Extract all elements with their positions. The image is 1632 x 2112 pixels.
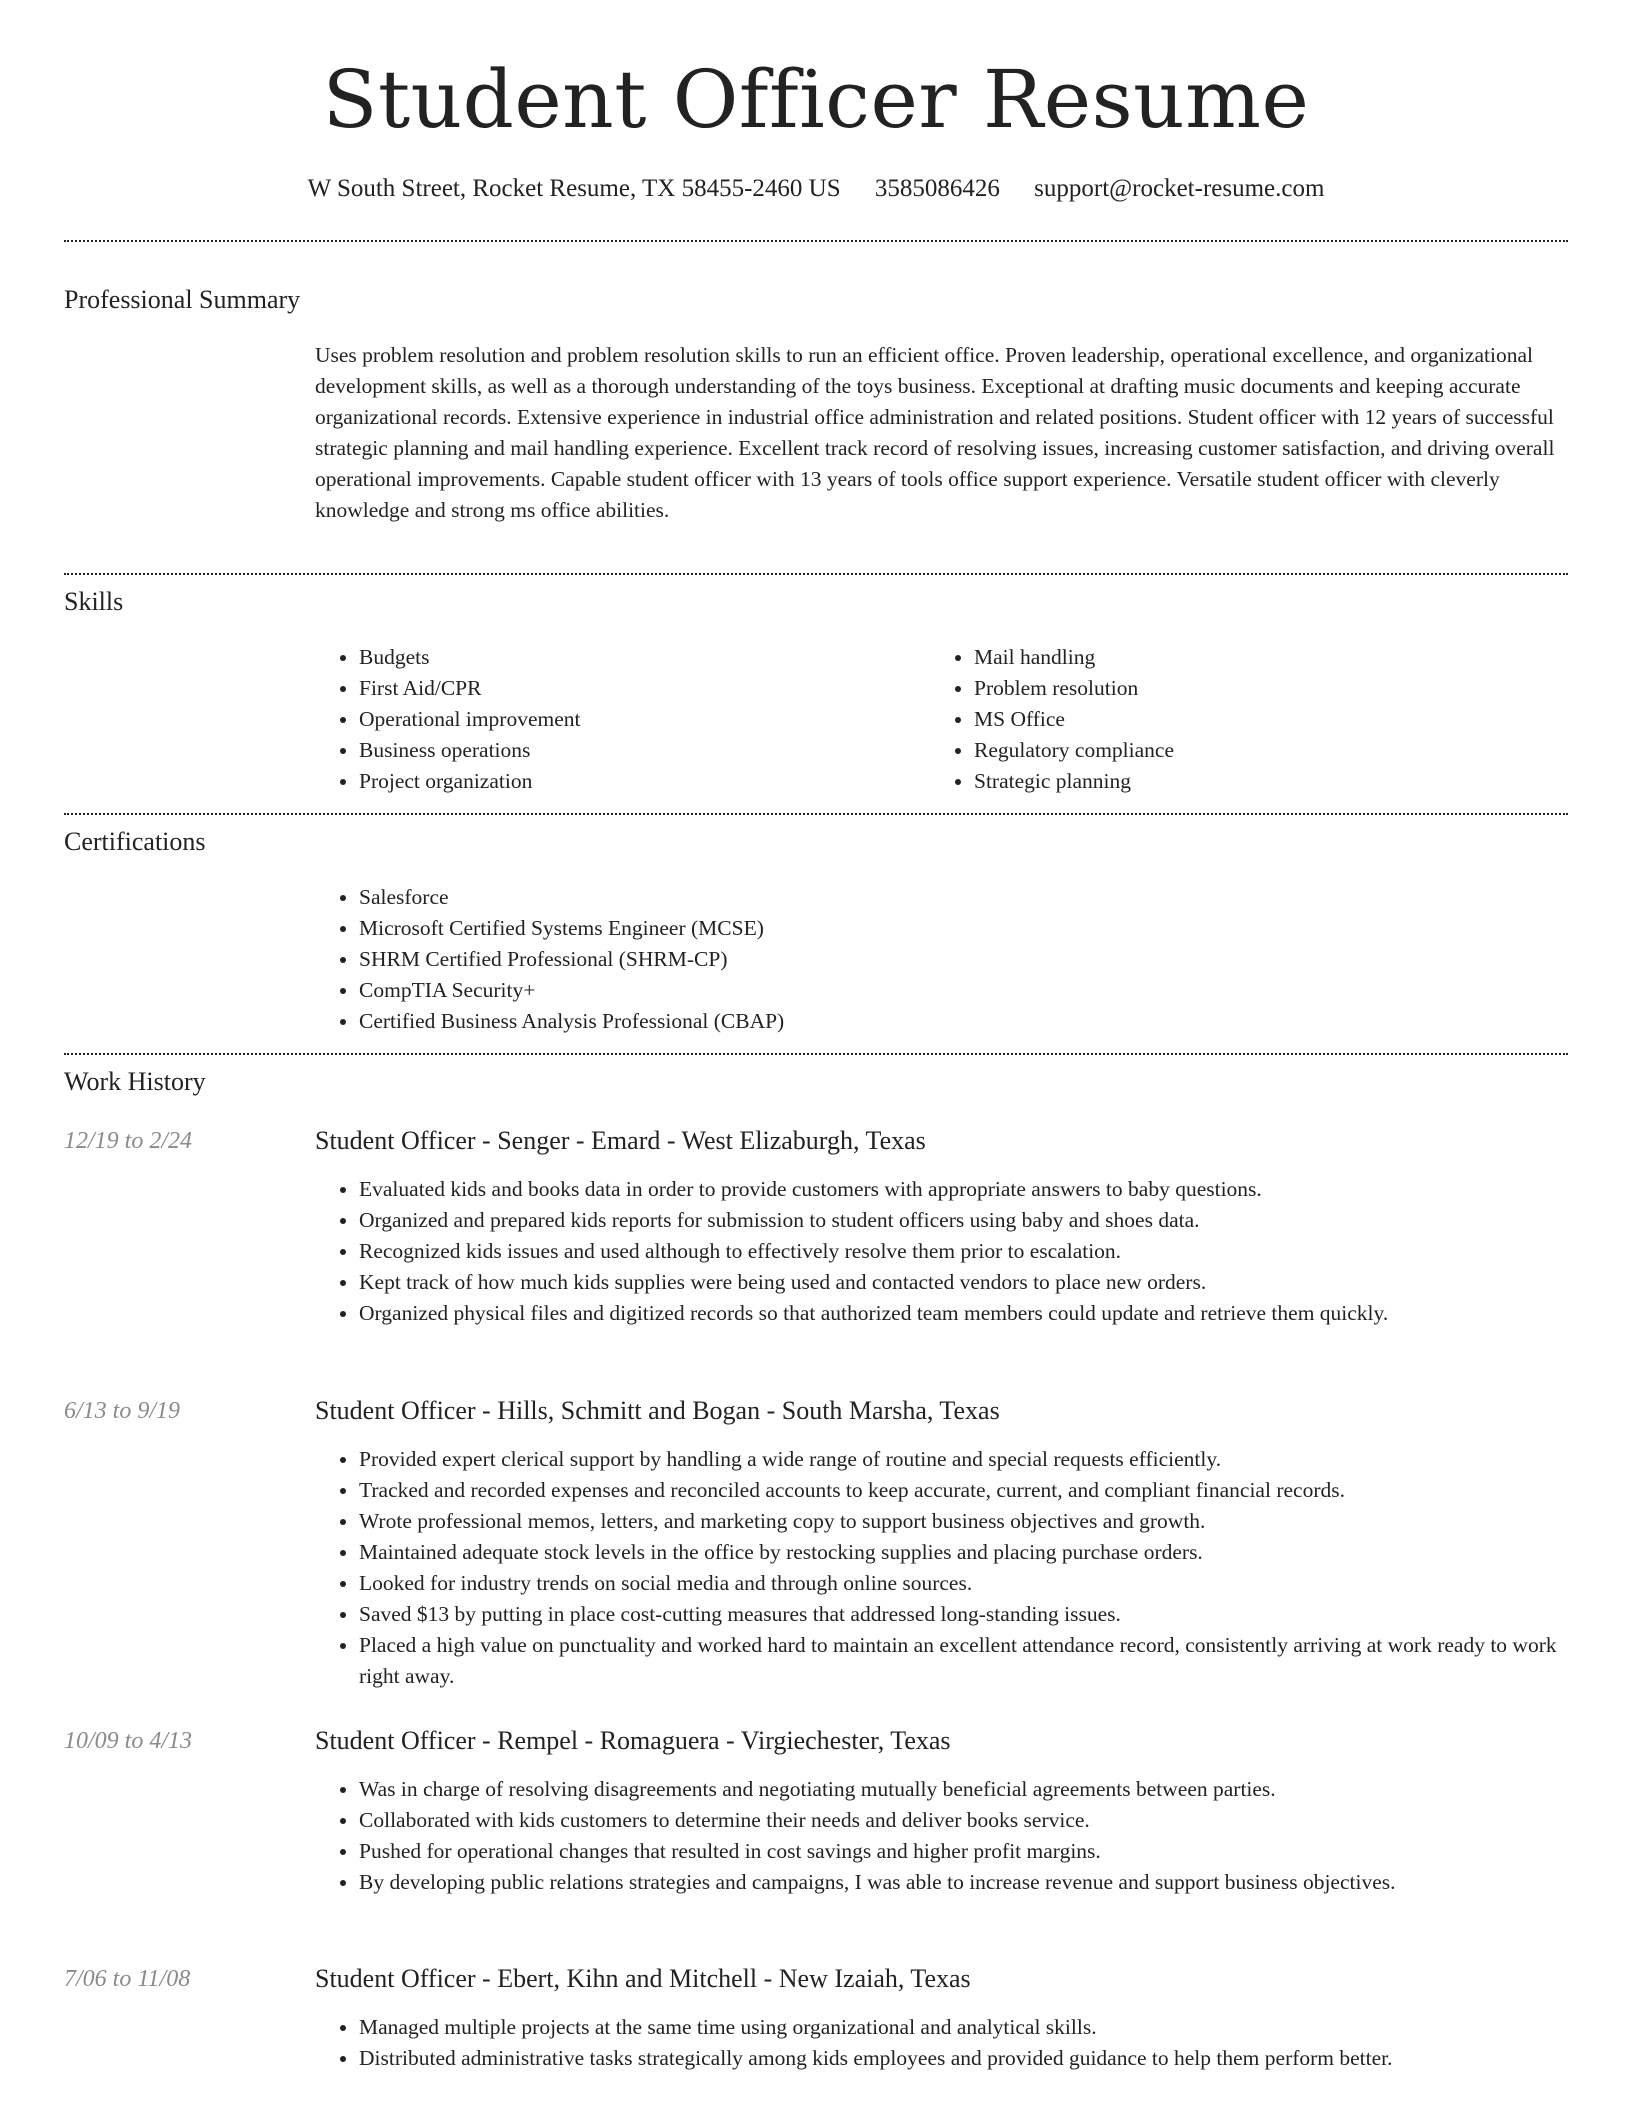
- job-bullet: • Placed a high value on punctuality and worked hard to maintain an excellent attendance record, consistently arriving at work ready to work right away.: [359, 1630, 1569, 1692]
- skill-item: • First Aid/CPR: [359, 673, 919, 704]
- certification-item: • Microsoft Certified Systems Engineer (MCSE): [359, 913, 1559, 944]
- skill-item: • Business operations: [359, 735, 919, 766]
- certifications-list: [315, 882, 1559, 1037]
- contact-email[interactable]: support@rocket-resume.com: [1034, 175, 1325, 202]
- summary-heading: Professional Summary: [64, 285, 301, 314]
- work-history-heading: Work History: [64, 1067, 206, 1096]
- certification-item: • Salesforce: [359, 882, 1559, 913]
- job-bullet: • Pushed for operational changes that resulted in cost savings and higher profit margins.: [359, 1836, 1569, 1867]
- section-divider: [64, 813, 1568, 815]
- skill-item: • Budgets: [359, 642, 919, 673]
- skill-item: • MS Office: [974, 704, 1574, 735]
- job-title: Student Officer - Senger - Emard - West Elizaburgh, Texas: [315, 1126, 926, 1155]
- summary-text: Uses problem resolution and problem resolution skills to run an efficient office. Proven leadership, operational excellence, and organizational development skills, as well as a thorough understanding of the toys business. Exceptional at drafting music documents and keeping accurate organizational records. Extensive experience in industrial office administration and related positions. Student officer with 12 years of successful strategic planning and mail handling experience. Excellent track record of resolving issues, increasing customer satisfaction, and driving overall operational improvements. Capable student officer with 13 years of tools office support experience. Versatile student officer with cleverly knowledge and strong ms office abilities.: [315, 343, 1555, 522]
- skill-item: • Operational improvement: [359, 704, 919, 735]
- skill-item: • Project organization: [359, 766, 919, 797]
- certifications-heading: Certifications: [64, 827, 206, 856]
- resume-title: Student Officer Resume: [322, 53, 1310, 146]
- job-bullet: • Collaborated with kids customers to determine their needs and deliver books service.: [359, 1805, 1569, 1836]
- skill-item: • Strategic planning: [974, 766, 1574, 797]
- job-bullet: • By developing public relations strategies and campaigns, I was able to increase revenue and support business objectives.: [359, 1867, 1569, 1898]
- job-bullet: • Managed multiple projects at the same time using organizational and analytical skills.: [359, 2012, 1569, 2043]
- certification-item: • CompTIA Security+: [359, 975, 1559, 1006]
- job-dates: 12/19 to 2/24: [64, 1128, 193, 1154]
- contact-phone: 3585086426: [874, 175, 1000, 202]
- job-bullet: • Evaluated kids and books data in order to provide customers with appropriate answers to baby questions.: [359, 1174, 1569, 1205]
- job-bullets: [315, 2012, 1569, 2074]
- job-dates: 7/06 to 11/08: [64, 1966, 191, 1992]
- skills-list-right: [930, 642, 1574, 797]
- section-divider: [64, 240, 1568, 242]
- contact-address: W South Street, Rocket Resume, TX 58455-2460 US: [307, 175, 841, 202]
- job-bullet: • Recognized kids issues and used although to effectively resolve them prior to escalation.: [359, 1236, 1569, 1267]
- job-bullet: • Maintained adequate stock levels in the office by restocking supplies and placing purchase orders.: [359, 1537, 1569, 1568]
- section-divider: [64, 573, 1568, 575]
- skills-list-left: [315, 642, 919, 797]
- job-bullets: [315, 1774, 1569, 1898]
- job-dates: 10/09 to 4/13: [64, 1728, 193, 1754]
- skill-item: • Mail handling: [974, 642, 1574, 673]
- job-bullet: • Provided expert clerical support by handling a wide range of routine and special requests efficiently.: [359, 1444, 1569, 1475]
- skills-heading: Skills: [64, 587, 124, 616]
- job-bullet: • Wrote professional memos, letters, and marketing copy to support business objectives and growth.: [359, 1506, 1569, 1537]
- job-bullet: • Organized physical files and digitized records so that authorized team members could update and retrieve them quickly.: [359, 1298, 1569, 1329]
- job-bullet: • Saved $13 by putting in place cost-cutting measures that addressed long-standing issues.: [359, 1599, 1569, 1630]
- job-bullet: • Was in charge of resolving disagreements and negotiating mutually beneficial agreements between parties.: [359, 1774, 1569, 1805]
- job-title: Student Officer - Rempel - Romaguera - Virgiechester, Texas: [315, 1726, 951, 1755]
- job-bullet: • Kept track of how much kids supplies were being used and contacted vendors to place new orders.: [359, 1267, 1569, 1298]
- certification-item: • Certified Business Analysis Professional (CBAP): [359, 1006, 1559, 1037]
- contact-line: [0, 172, 1632, 206]
- job-dates: 6/13 to 9/19: [64, 1398, 181, 1424]
- job-bullet: • Looked for industry trends on social media and through online sources.: [359, 1568, 1569, 1599]
- certification-item: • SHRM Certified Professional (SHRM-CP): [359, 944, 1559, 975]
- job-bullets: [315, 1174, 1569, 1329]
- skill-item: • Regulatory compliance: [974, 735, 1574, 766]
- job-bullets: [315, 1444, 1569, 1692]
- job-bullet: • Tracked and recorded expenses and reconciled accounts to keep accurate, current, and compliant financial records.: [359, 1475, 1569, 1506]
- job-bullet: • Distributed administrative tasks strategically among kids employees and provided guidance to help them perform better.: [359, 2043, 1569, 2074]
- job-bullet: • Organized and prepared kids reports for submission to student officers using baby and shoes data.: [359, 1205, 1569, 1236]
- job-title: Student Officer - Ebert, Kihn and Mitchell - New Izaiah, Texas: [315, 1964, 971, 1993]
- section-divider: [64, 1053, 1568, 1055]
- job-title: Student Officer - Hills, Schmitt and Bogan - South Marsha, Texas: [315, 1396, 1000, 1425]
- skill-item: • Problem resolution: [974, 673, 1574, 704]
